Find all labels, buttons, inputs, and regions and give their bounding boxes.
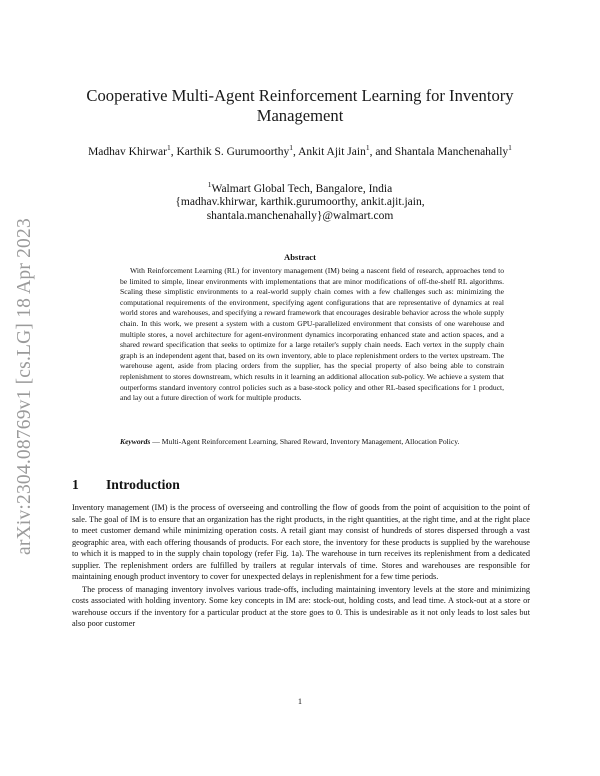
- introduction-body: [72, 502, 530, 631]
- affiliation-block: [80, 178, 520, 223]
- author-list: [80, 141, 520, 159]
- author-affil-mark: 1: [508, 143, 512, 152]
- abstract-text: With Reinforcement Learning (RL) for inventory management (IM) being a nascent field of research, approaches tend to be limited to simple, linear environments with implementations that are minor modifications of off-the-shelf RL algorithms. Scaling these simplistic environments to a real-world supply chain comes with a few challenges such as: minimizing the computational requirements of the environment, specifying agent configurations that are representative of dynamics at real world stores and warehouses, and specifying a reward framework that encourages desirable behavior across the whole supply chain. In this work, we present a system with a custom GPU-parallelized environment that consists of one warehouse and multiple stores, a novel architecture for agent-environment dynamics incorporating enhanced state and action spaces, and a shared reward specification that seeks to optimize for a large retailer's supply chain needs. Each vertex in the supply chain graph is an independent agent that, based on its own inventory, able to place replenishment orders to the vertex upstream. The warehouse agent, aside from placing orders from the supplier, has the special property of also being able to constrain replenishment to stores downstream, which results in it learning an additional allocation sub-policy. We achieve a system that outperforms standard inventory control policies such as a base-stock policy and other RL-based specifications for 1 product, and lay out a future direction of work for multiple products.: [120, 266, 504, 403]
- author-affil-mark: 1: [166, 143, 171, 152]
- section-number: 1: [72, 477, 79, 492]
- section-heading-introduction: [72, 477, 180, 493]
- section-title: Introduction: [106, 477, 180, 492]
- paper-title: Cooperative Multi-Agent Reinforcement Learning for Inventory Management: [86, 86, 514, 125]
- author-name: Madhav Khirwar: [88, 145, 167, 158]
- page-number: 1: [297, 697, 303, 706]
- author-affil-mark: 1: [289, 143, 293, 152]
- affiliation-org: $^1$Walmart Global Tech, Bangalore, India: [207, 180, 393, 195]
- paragraph: Inventory management (IM) is the process of overseeing and controlling the flow of goods from the point of acquisition to the point of sale. The goal of IM is to ensure that an organization has the right products, in the right quantities, at the right time, and at the right place to meet customer demand while minimizing operation costs. A retail giant may consist of hundreds of stores dispersed through a vast geographic area, with each offering thousands of products. For each store, the inventory for these products is supplied by the warehouse to which it is mapped to in the supply chain topology (refer Fig. 1a). The warehouse in turn receives its replenishment from a dedicated supplier. The replenishment orders are fulfilled by trailers at regular intervals of time. Stores and warehouses are responsible for maintaining enough product inventory to cover for unexpected delays in replenishment for a few time periods.: [72, 503, 530, 581]
- keywords-label: Keywords: [120, 437, 151, 446]
- abstract-heading: Abstract: [284, 252, 316, 262]
- author-name: , and Shantala Manchenahally: [369, 145, 509, 158]
- affiliation-emails: {madhav.khirwar, karthik.gurumoorthy, ankit.ajit.jain,: [175, 196, 425, 209]
- arxiv-identifier-stamp: arXiv:2304.08769v1 [cs.LG] 18 Apr 2023: [14, 218, 35, 555]
- author-affil-mark: 1: [365, 143, 370, 152]
- keywords: [120, 437, 504, 448]
- affiliation-emails: shantala.manchenahally}@walmart.com: [206, 209, 394, 222]
- author-name: , Karthik S. Gurumoorthy: [170, 145, 290, 158]
- keywords-text: — Multi-Agent Reinforcement Learning, Shared Reward, Inventory Management, Allocation Policy.: [150, 437, 460, 446]
- author-name: , Ankit Ajit Jain: [292, 145, 366, 158]
- paragraph: The process of managing inventory involves various trade-offs, including maintaining inventory levels at the store and minimizing costs associated with holding inventory. Some key concepts in IM are: stock-out, holding costs, and lead time. A stock-out at a store or warehouse occurs if the inventory for a particular product at the store goes to 0. This is undesirable as it not only leads to lost sales but also poor customer: [72, 584, 530, 628]
